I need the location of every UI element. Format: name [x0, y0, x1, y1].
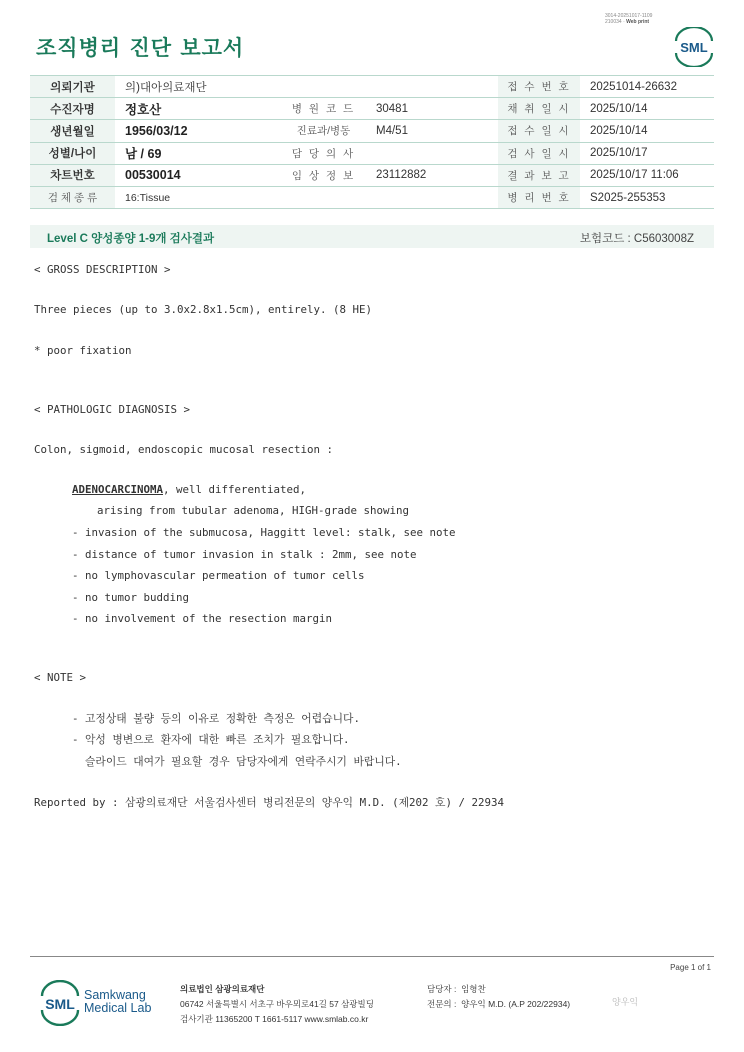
diagnosis-term-rest: , well differentiated, [163, 483, 307, 496]
corp-name: 의료법인 삼광의료재단 [180, 984, 265, 994]
lab-name-line1: Samkwang [84, 988, 146, 1002]
label-chart-no: 차트번호 [30, 164, 115, 186]
value-doctor [366, 142, 498, 164]
footer-staff [427, 982, 570, 1012]
print-info: 3014-20251017-1109 210034 · Web print [605, 13, 653, 25]
label-doctor: 담 당 의 사 [281, 142, 366, 164]
sml-logo-icon [672, 27, 716, 67]
value-birthdate: 1956/03/12 [115, 120, 281, 142]
label-result-report: 결 과 보 고 [498, 164, 580, 186]
gross-header: < GROSS DESCRIPTION > [34, 263, 171, 276]
gross-text: Three pieces (up to 3.0x2.8x1.5cm), entirely. (8 HE) [34, 303, 373, 316]
label-patient-name: 수진자명 [30, 98, 115, 120]
staff-label: 담당자 : [427, 984, 457, 994]
diagnosis-item: - distance of tumor invasion in stalk : 2mm, see note [72, 548, 417, 561]
web-print-label: Web print [626, 19, 650, 25]
diagnosis-main [72, 483, 306, 496]
label-requester: 의뢰기관 [30, 76, 115, 98]
label-receipt-no: 접 수 번 호 [498, 76, 580, 98]
label-specimen-type: 검 체 종 류 [30, 186, 115, 208]
report-title: 조직병리 진단 보고서 [36, 36, 245, 60]
value-hospital-code: 30481 [366, 98, 498, 120]
value-pathology-no: S2025-255353 [580, 186, 714, 208]
info-row [30, 164, 714, 186]
label-pathology-no: 병 리 번 호 [498, 186, 580, 208]
value-specimen-type: 16:Tissue [115, 186, 498, 208]
label-receipt-date: 접 수 일 시 [498, 120, 580, 142]
info-row [30, 76, 714, 98]
lab-name [84, 989, 151, 1015]
label-department: 진료과/병동 [281, 120, 366, 142]
diagnosis-line2: arising from tubular adenoma, HIGH-grade showing [97, 504, 410, 517]
info-row [30, 120, 714, 142]
signature: 양우익 [612, 998, 639, 1008]
sml-footer-logo-icon [38, 980, 82, 1026]
test-name-bar [30, 225, 714, 248]
address: 06742 서울특별시 서초구 바우뫼로41길 57 삼광빌딩 [180, 999, 374, 1009]
value-chart-no: 00530014 [115, 164, 281, 186]
value-receipt-date: 2025/10/14 [580, 120, 714, 142]
info-row [30, 98, 714, 120]
diagnosis-item: - invasion of the submucosa, Haggitt level: stalk, see note [72, 526, 456, 539]
value-result-report: 2025/10/17 11:06 [580, 164, 714, 186]
note-item: - 악성 병변으로 환자에 대한 빠른 조치가 필요합니다. [72, 733, 350, 746]
diagnosis-header: < PATHOLOGIC DIAGNOSIS > [34, 403, 191, 416]
label-birthdate: 생년월일 [30, 120, 115, 142]
page-number: Page 1 of 1 [670, 963, 711, 972]
value-sex-age: 남 / 69 [115, 142, 281, 164]
gross-note: * poor fixation [34, 344, 132, 357]
svg-text:SML: SML [680, 40, 708, 55]
info-row [30, 142, 714, 164]
svg-text:SML: SML [45, 996, 75, 1012]
contact: 검사기관 11365200 T 1661-5117 www.smlab.co.kr [180, 1014, 369, 1024]
footer-address [180, 982, 374, 1027]
print-id-2: 210034 [605, 19, 622, 25]
lab-name-line2: Medical Lab [84, 1001, 152, 1015]
patient-info-table [30, 75, 714, 209]
diagnosis-item: - no involvement of the resection margin [72, 612, 333, 625]
value-department: M4/51 [366, 120, 498, 142]
diagnosis-item: - no lymphovascular permeation of tumor cells [72, 569, 365, 582]
footer-divider [30, 956, 714, 957]
label-sex-age: 성별/나이 [30, 142, 115, 164]
doctor-label: 전문의 : [427, 999, 457, 1009]
test-name: Level C 양성종양 1-9개 검사결과 [47, 233, 215, 245]
label-test-date: 검 사 일 시 [498, 142, 580, 164]
value-clinical-info: 23112882 [366, 164, 498, 186]
label-collection-date: 채 취 일 시 [498, 98, 580, 120]
value-patient-name: 정호산 [115, 98, 281, 120]
value-collection-date: 2025/10/14 [580, 98, 714, 120]
reported-by: Reported by : 삼광의료재단 서울검사센터 병리전문의 양우익 M.D. (제202 호) / 22934 [34, 796, 504, 809]
label-hospital-code: 병 원 코 드 [281, 98, 366, 120]
print-id: 3014-20251017-1109 [605, 13, 653, 19]
doctor-name: 양우익 M.D. (A.P 202/22934) [461, 999, 571, 1009]
staff-name: 임형찬 [461, 984, 486, 994]
label-clinical-info: 임 상 정 보 [281, 164, 366, 186]
note-header: < NOTE > [34, 671, 87, 684]
note-item: - 고정상태 불량 등의 이유로 정확한 측정은 어렵습니다. [72, 712, 360, 725]
diagnosis-item: - no tumor budding [72, 591, 190, 604]
note-item: 슬라이드 대여가 필요할 경우 담당자에게 연락주시기 바랍니다. [72, 755, 402, 768]
value-test-date: 2025/10/17 [580, 142, 714, 164]
insurance-code: 보험코드 : C5603008Z [579, 233, 694, 245]
info-row [30, 186, 714, 208]
value-requester: 의)대아의료재단 [115, 76, 498, 98]
diagnosis-site: Colon, sigmoid, endoscopic mucosal resection : [34, 443, 334, 456]
value-receipt-no: 20251014-26632 [580, 76, 714, 98]
diagnosis-term: ADENOCARCINOMA [72, 483, 164, 496]
